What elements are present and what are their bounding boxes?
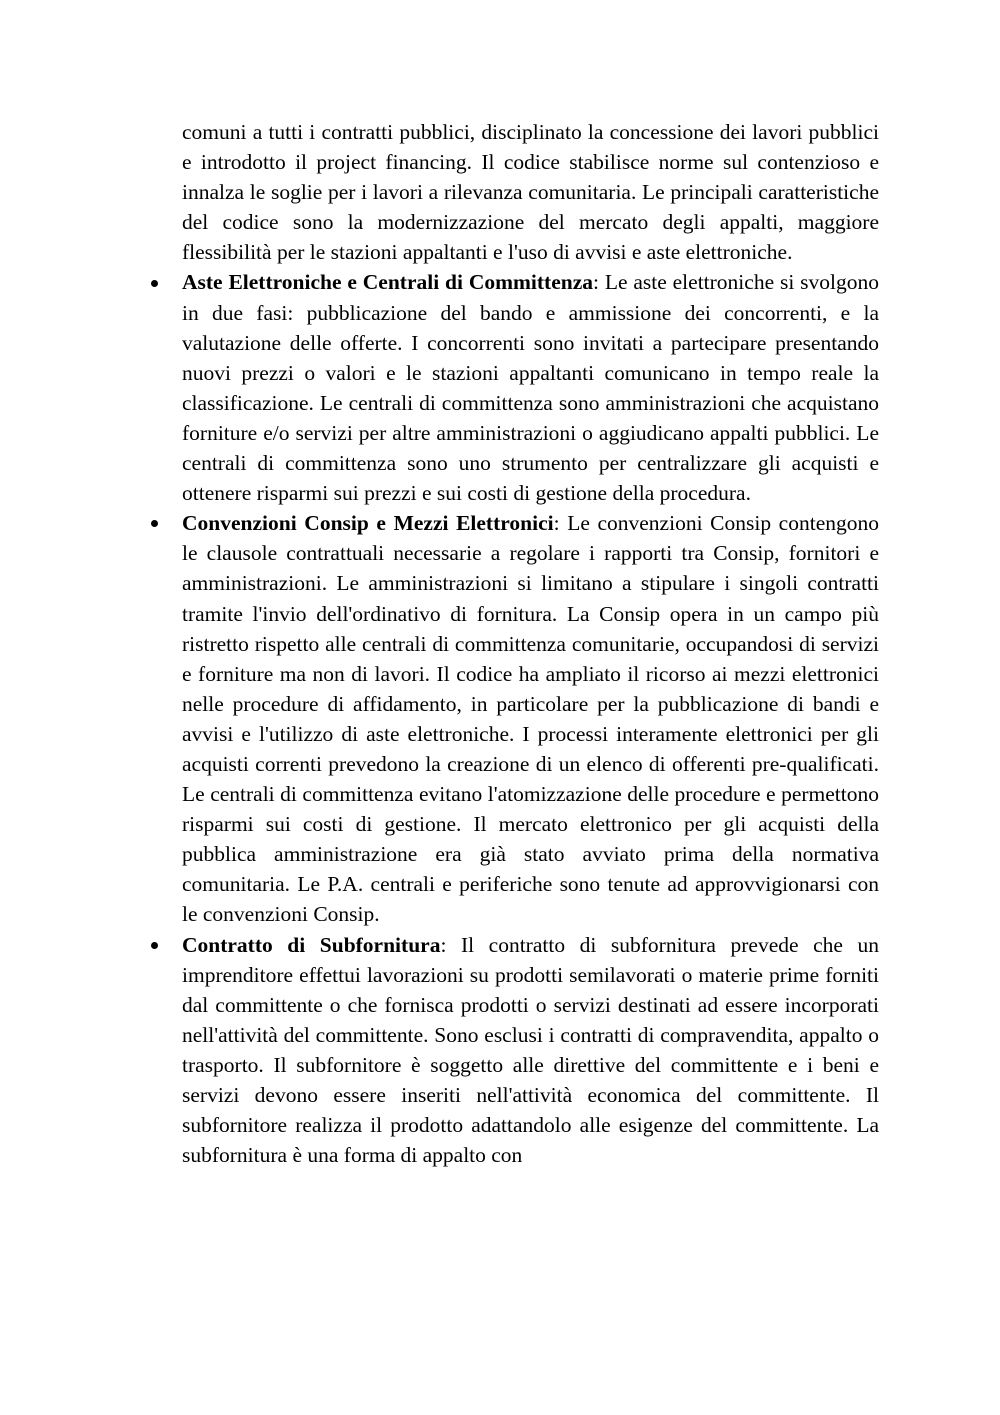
bullet-icon [147, 930, 161, 960]
list-item-term: Aste Elettroniche e Centrali di Committenza [182, 270, 593, 295]
bullet-icon [147, 508, 161, 538]
bullet-icon [147, 267, 161, 297]
list-item-text: : Il contratto di subfornitura prevede che un imprenditore effettui lavorazioni su prodotti semilavorati o materie prime forniti dal committente o che fornisca prodotti o servizi destinati ad essere incorporati nell'attività del committente. Sono esclusi i contratti di compravendita, appalto o trasporto. Il subfornitore è soggetto alle direttive del committente e i beni e servizi devono essere inseriti nell'attività economica del committente. Il subfornitore realizza il prodotto adattandolo alle esigenze del committente. La subfornitura è una forma di appalto con [182, 932, 879, 1168]
list-item-term: Convenzioni Consip e Mezzi Elettronici [182, 511, 554, 536]
document-body [182, 117, 879, 1170]
list-item-contratto-subfornitura [182, 930, 879, 1171]
continuation-paragraph: comuni a tutti i contratti pubblici, disciplinato la concessione dei lavori pubblici e introdotto il project financing. Il codice stabilisce norme sul contenzioso e innalza le soglie per i lavori a rilevanza comunitaria. Le principali caratteristiche del codice sono la modernizzazione del mercato degli appalti, maggiore flessibilità per le stazioni appaltanti e l'uso di avvisi e aste elettroniche. [182, 120, 879, 265]
list-item-text: : Le convenzioni Consip contengono le clausole contrattuali necessarie a regolare i rapporti tra Consip, fornitori e amministrazioni. Le amministrazioni si limitano a stipulare i singoli contratti tramite l'invio dell'ordinativo di fornitura. La Consip opera in un campo più ristretto rispetto alle centrali di committenza comunitarie, occupandosi di servizi e forniture ma non di lavori. Il codice ha ampliato il ricorso ai mezzi elettronici nelle procedure di affidamento, in particolare per la pubblicazione di bandi e avvisi e l'utilizzo di aste elettroniche. I processi interamente elettronici per gli acquisti correnti prevedono la creazione di un elenco di offerenti pre-qualificati. Le centrali di committenza evitano l'atomizzazione delle procedure e permettono risparmi sui costi di gestione. Il mercato elettronico per gli acquisti della pubblica amministrazione era già stato avviato prima della normativa comunitaria. Le P.A. centrali e periferiche sono tenute ad approvvigionarsi con le convenzioni Consip. [182, 511, 879, 927]
list-item-aste-elettroniche [182, 267, 879, 508]
list-item-text: : Le aste elettroniche si svolgono in due fasi: pubblicazione del bando e ammissione dei concorrenti, e la valutazione delle offerte. I concorrenti sono invitati a partecipare presentando nuovi prezzi o valori e le stazioni appaltanti comunicano in tempo reale la classificazione. Le centrali di committenza sono amministrazioni che acquistano forniture e/o servizi per altre amministrazioni o aggiudicano appalti pubblici. Le centrali di committenza sono uno strumento per centralizzare gli acquisti e ottenere risparmi sui prezzi e sui costi di gestione della procedura. [182, 270, 879, 506]
list-item-convenzioni-consip [182, 508, 879, 929]
list-item-term: Contratto di Subfornitura [182, 932, 441, 957]
